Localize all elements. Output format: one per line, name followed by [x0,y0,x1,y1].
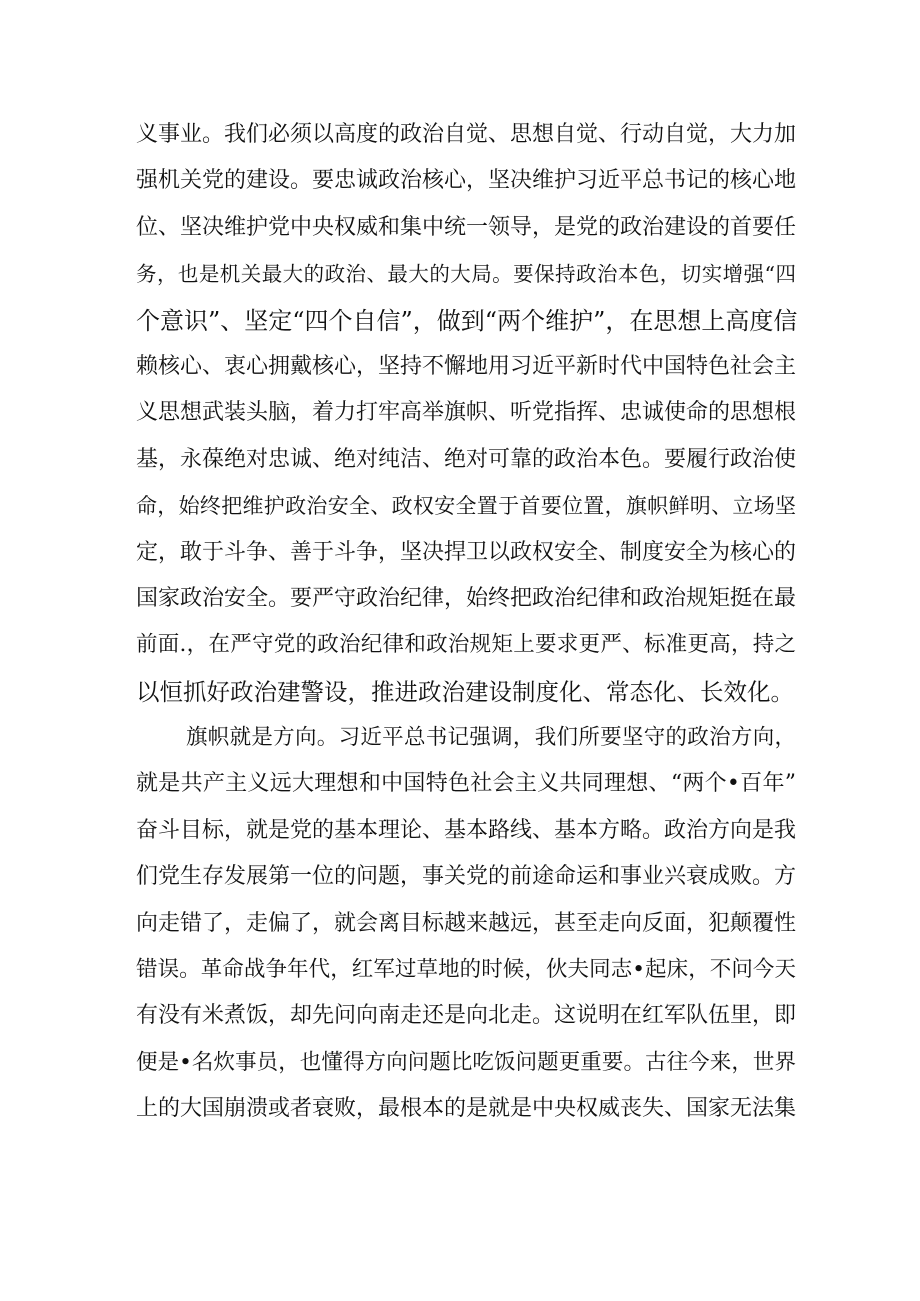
text-line: 们党生存发展第一位的问题，事关党的前途命运和事业兴衰成败。方 [136,864,797,890]
text-line: 错误。革命战争年代，红军过草地的时候，伙夫同志•起床，不问今天 [136,957,796,983]
paragraph-end-line: 以恒抓好政治建警设，推进政治建设制度化、常态化、长效化。 [136,677,794,706]
paragraph-start-line: 旗帜就是方向。习近平总书记强调，我们所要坚守的政治方向， [186,725,796,751]
text-line: 奋斗目标，就是党的基本理论、基本路线、基本方略。政治方向是我 [136,817,797,843]
text-line: 义思想武装头脑，着力打牢高举旗帜、听党指挥、忠诚使命的思想根 [136,400,797,426]
body-text [136,112,796,1133]
text-line: 命，始终把维护政治安全、政权安全置于首要位置，旗帜鲜明、立场坚 [136,494,796,519]
text-line: 就是共产主义远大理想和中国特色社会主义共同理想、“两个•百年” [136,771,796,797]
text-line: 前面.，在严守党的政治纪律和政治规矩上要求更严、标准更高，持之 [136,632,796,658]
text-line: 个意识”、坚定“四个自信”，做到“两个维护”，在思想上高度信 [136,306,798,335]
text-line: 定，敢于斗争、善于斗争，坚决捍卫以政权安全、制度安全为核心的 [136,539,797,565]
text-line: 向走错了，走偏了，就会离目标越来越远，甚至走向反面，犯颠覆性 [136,910,797,936]
text-line: 国家政治安全。要严守政治纪律，始终把政治纪律和政治规矩挺在最 [136,585,797,611]
text-line: 有没有米煮饭，却先问向南走还是向北走。这说明在红军队伍里，即 [136,1003,797,1029]
text-line: 上的大国崩溃或者衰败，最根本的是就是中央权威丧失、国家无法集 [136,1096,797,1122]
text-line: 位、坚决维护党中央权威和集中统一领导，是党的政治建设的首要任 [136,214,797,240]
text-line: 强机关党的建设。要忠诚政治核心，坚决维护习近平总书记的核心地 [136,168,797,194]
text-line: 务，也是机关最大的政治、最大的大局。要保持政治本色，切实增强“四 [136,262,796,287]
text-line: 赖核心、衷心拥戴核心，坚持不懈地用习近平新时代中国特色社会主 [136,353,797,379]
text-line: 基，永葆绝对忠诚、绝对纯洁、绝对可靠的政治本色。要履行政治使 [136,446,797,472]
text-line: 义事业。我们必须以高度的政治自觉、思想自觉、行动自觉，大力加 [136,122,797,147]
text-line: 便是•名炊事员，也懂得方向问题比吃饭问题更重要。古往今来，世界 [136,1049,796,1075]
